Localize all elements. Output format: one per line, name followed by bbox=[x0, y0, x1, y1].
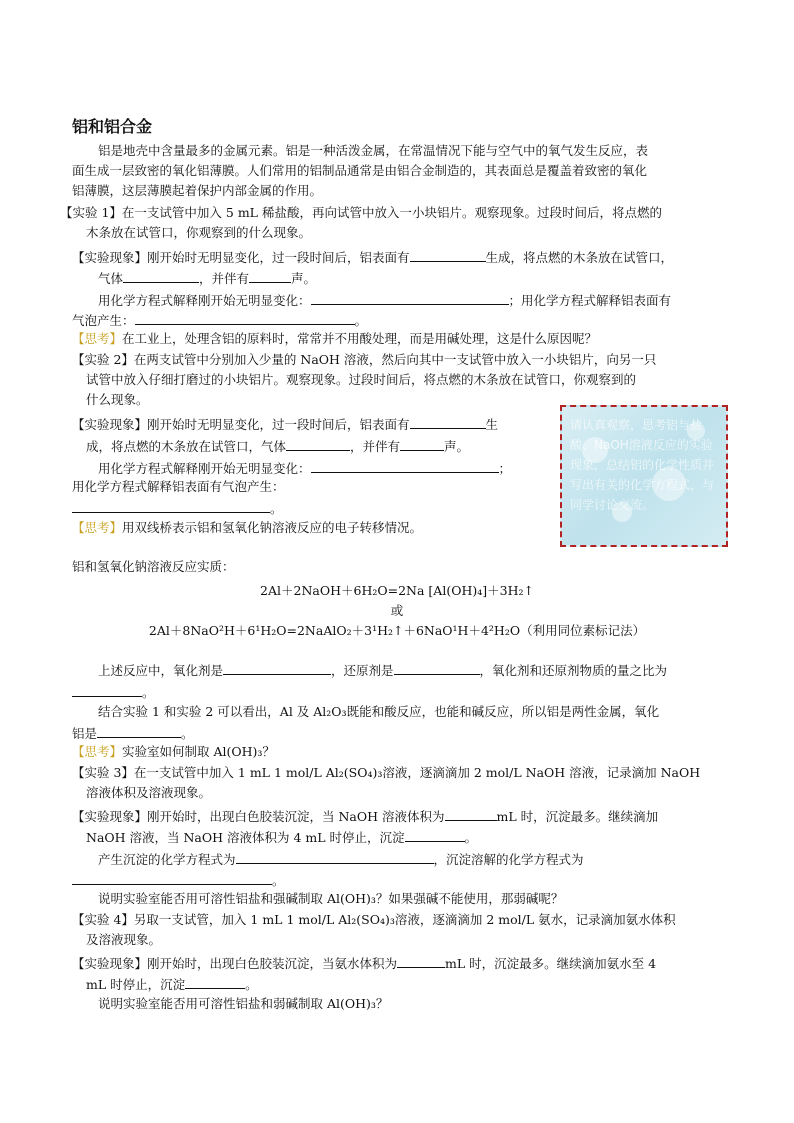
obs2-text-g: ； bbox=[498, 461, 512, 476]
answer-blank[interactable] bbox=[123, 270, 199, 283]
amph-text-c: 。 bbox=[181, 726, 194, 741]
obs3-line-4 bbox=[72, 872, 285, 888]
exp2-line-2: 试管中放入仔细打磨过的小块铝片。观察现象。过段时间后，将点燃的木条放在试管口，你观察到的 bbox=[86, 372, 637, 387]
answer-blank[interactable] bbox=[405, 829, 465, 842]
answer-blank[interactable] bbox=[249, 270, 291, 283]
exp3-line-1: 【实验 3】在一支试管中加入 1 mL 1 mol/L Al₂(SO₄)₃溶液，逐滴滴加 2 mol/L NaOH 溶液，记录滴加 NaOH bbox=[72, 765, 701, 780]
obs3-line-5: 说明实验室能否用可溶性铝盐和强碱制取 Al(OH)₃？如果强碱不能使用，那弱碱呢？ bbox=[98, 891, 564, 906]
answer-blank[interactable] bbox=[410, 249, 486, 262]
essence-label: 铝和氢氧化钠溶液反应实质： bbox=[72, 559, 235, 574]
obs3-text-d: 。 bbox=[464, 830, 478, 845]
think2-text: 用双线桥表示铝和氢氧化钠溶液反应的电子转移情况。 bbox=[122, 520, 423, 535]
obs1-line-1 bbox=[72, 249, 673, 265]
obs1-text-b: 生成，将点燃的木条放在试管口， bbox=[485, 250, 674, 265]
exp3-line-2: 溶液体积及溶液现象。 bbox=[86, 785, 212, 800]
obs3-text-f: ，沉淀溶解的化学方程式为 bbox=[433, 852, 584, 867]
obs2-line-5 bbox=[72, 500, 283, 516]
obs3-text-e: 产生沉淀的化学方程式为 bbox=[98, 852, 236, 867]
think-tag: 【思考】 bbox=[72, 744, 123, 759]
obs1-text-g: ；用化学方程式解释铝表面有 bbox=[508, 293, 672, 308]
think3-text: 实验室如何制取 Al(OH)₃？ bbox=[122, 744, 275, 759]
think2-line bbox=[72, 521, 422, 535]
exp4-line-2: 及溶液现象。 bbox=[86, 932, 162, 947]
exp1-line-2: 木条放在试管口，你观察到的什么现象。 bbox=[86, 225, 312, 240]
think-tag: 【思考】 bbox=[72, 520, 123, 535]
answer-blank[interactable] bbox=[400, 438, 444, 451]
obs4-text-b: mL 时，沉淀最多。继续滴加氨水至 4 bbox=[445, 956, 657, 971]
exp2-line-3: 什么现象。 bbox=[86, 392, 149, 407]
obs2-line-3 bbox=[98, 460, 511, 476]
answer-blank[interactable] bbox=[97, 725, 181, 738]
obs2-text-e: 声。 bbox=[444, 439, 470, 454]
answer-blank[interactable] bbox=[223, 662, 331, 675]
amph-line-1: 结合实验 1 和实验 2 可以看出，Al 及 Al₂O₃既能和酸反应，也能和碱反应，所以铝是两性金属，氧化 bbox=[98, 704, 660, 719]
answer-blank[interactable] bbox=[72, 500, 270, 513]
intro-line-3: 铝薄膜，这层薄膜起着保护内部金属的作用。 bbox=[72, 183, 323, 198]
obs2-text-a: 【实验现象】刚开始时无明显变化，过一段时间后，铝表面有 bbox=[72, 417, 410, 432]
obs4-line-1 bbox=[72, 955, 656, 971]
obs2-text-d: ，并伴有 bbox=[350, 439, 401, 454]
equation-or: 或 bbox=[390, 603, 404, 618]
think1-line bbox=[72, 332, 597, 346]
exp2-line-1: 【实验 2】在两支试管中分别加入少量的 NaOH 溶液，然后向其中一支试管中放入一小块铝片，向另一只 bbox=[72, 352, 657, 367]
obs1-text-c: 气体 bbox=[98, 271, 124, 286]
exp1-line-1: 【实验 1】在一支试管中加入 5 mL 稀盐酸，再向试管中放入一小块铝片。观察现象。过段时间后，将点燃的 bbox=[60, 205, 662, 220]
obs2-text-f: 用化学方程式解释刚开始无明显变化： bbox=[98, 461, 311, 476]
answer-blank[interactable] bbox=[311, 292, 509, 305]
intro-line-1: 铝是地壳中含量最多的金属元素。铝是一种活泼金属，在常温情况下能与空气中的氧气发生反应，表 bbox=[98, 143, 649, 158]
obs3-text-b: mL 时，沉淀最多。继续滴加 bbox=[496, 809, 659, 824]
obs2-text-b: 生 bbox=[485, 417, 499, 432]
obs4-text-a: 【实验现象】刚开始时，出现白色胶装沉淀，当氨水体积为 bbox=[72, 956, 398, 971]
obs3-text-g: 。 bbox=[272, 873, 285, 888]
obs3-line-1 bbox=[72, 808, 658, 824]
answer-blank[interactable] bbox=[286, 438, 350, 451]
equation-1: 2Al＋2NaOH＋6H₂O=2Na [Al(OH)₄]＋3H₂↑ bbox=[260, 583, 534, 598]
obs4-line-2 bbox=[86, 976, 258, 992]
amph-line-2 bbox=[72, 725, 194, 741]
obs1-text-e: 声。 bbox=[291, 271, 317, 286]
answer-blank[interactable] bbox=[410, 416, 486, 429]
obs2-line-4: 用化学方程式解释铝表面有气泡产生： bbox=[72, 479, 285, 494]
callout-text: 请认真观察，思考铝与盐酸、NaOH溶液反应的实验现象，总结铝的化学性质并写出有关的化学方程式，与同学讨论交流。 bbox=[570, 418, 715, 512]
redox-text-d: 。 bbox=[142, 685, 155, 700]
obs3-line-3 bbox=[98, 851, 584, 867]
answer-blank[interactable] bbox=[135, 312, 355, 325]
answer-blank[interactable] bbox=[72, 684, 142, 697]
answer-blank[interactable] bbox=[394, 662, 480, 675]
obs1-text-h: 气泡产生： bbox=[72, 313, 135, 328]
answer-blank[interactable] bbox=[311, 460, 499, 473]
obs1-line-2 bbox=[98, 270, 316, 286]
obs4-text-d: 。 bbox=[245, 977, 258, 992]
redox-text-c: ，氧化剂和还原剂物质的量之比为 bbox=[479, 663, 668, 678]
page-title: 铝和铝合金 bbox=[72, 117, 153, 136]
bubble-decoration bbox=[687, 422, 705, 440]
answer-blank[interactable] bbox=[185, 976, 245, 989]
think1-text: 在工业上，处理含铝的原料时，常常并不用酸处理，而是用碱处理，这是什么原因呢？ bbox=[122, 331, 598, 346]
obs2-text-i: 。 bbox=[270, 501, 283, 516]
redox-line-2 bbox=[72, 684, 155, 700]
exp4-line-1: 【实验 4】另取一支试管，加入 1 mL 1 mol/L Al₂(SO₄)₃溶液，逐滴滴加 2 mol/L 氨水，记录滴加氨水体积 bbox=[72, 912, 676, 927]
bubble-decoration bbox=[612, 502, 632, 522]
obs4-text-c: mL 时停止，沉淀 bbox=[86, 977, 186, 992]
obs4-line-3: 说明实验室能否用可溶性铝盐和弱碱制取 Al(OH)₃？ bbox=[98, 996, 389, 1011]
redox-line-1 bbox=[98, 662, 667, 678]
answer-blank[interactable] bbox=[445, 808, 497, 821]
think3-line bbox=[72, 745, 275, 759]
think-tag: 【思考】 bbox=[72, 331, 123, 346]
redox-text-b: ，还原剂是 bbox=[331, 663, 394, 678]
obs1-text-f: 用化学方程式解释刚开始无明显变化： bbox=[98, 293, 311, 308]
answer-blank[interactable] bbox=[72, 872, 272, 885]
bubble-decoration bbox=[652, 467, 686, 501]
intro-line-2: 面生成一层致密的氧化铝薄膜。人们常用的铝制品通常是由铝合金制造的，其表面总是覆盖着致密的氧化 bbox=[72, 163, 648, 178]
obs1-text-d: ，并伴有 bbox=[199, 271, 250, 286]
obs2-text-c: 成，将点燃的木条放在试管口，气体 bbox=[86, 439, 287, 454]
equation-2: 2Al＋8NaO²H＋6¹H₂O=2NaAlO₂＋3¹H₂↑＋6NaO¹H＋4²H₂O（利用同位素标记法） bbox=[148, 623, 646, 638]
obs1-line-3 bbox=[98, 292, 671, 308]
redox-text-a: 上述反应中，氧化剂是 bbox=[98, 663, 224, 678]
obs2-line-1 bbox=[72, 416, 498, 432]
answer-blank[interactable] bbox=[236, 851, 434, 864]
obs3-text-c: NaOH 溶液，当 NaOH 溶液体积为 4 mL 时停止，沉淀 bbox=[86, 830, 405, 845]
bubble-decoration bbox=[582, 437, 608, 463]
obs1-line-4 bbox=[72, 312, 367, 328]
obs3-text-a: 【实验现象】刚开始时，出现白色胶装沉淀，当 NaOH 溶液体积为 bbox=[72, 809, 445, 824]
obs3-line-2 bbox=[86, 829, 477, 845]
tip-callout-box bbox=[560, 405, 728, 547]
obs1-text-i: 。 bbox=[354, 313, 368, 328]
obs1-text-a: 【实验现象】刚开始时无明显变化，过一段时间后，铝表面有 bbox=[72, 250, 410, 265]
obs2-line-2 bbox=[86, 438, 469, 454]
answer-blank[interactable] bbox=[397, 955, 445, 968]
amph-text-b: 铝是 bbox=[72, 726, 98, 741]
